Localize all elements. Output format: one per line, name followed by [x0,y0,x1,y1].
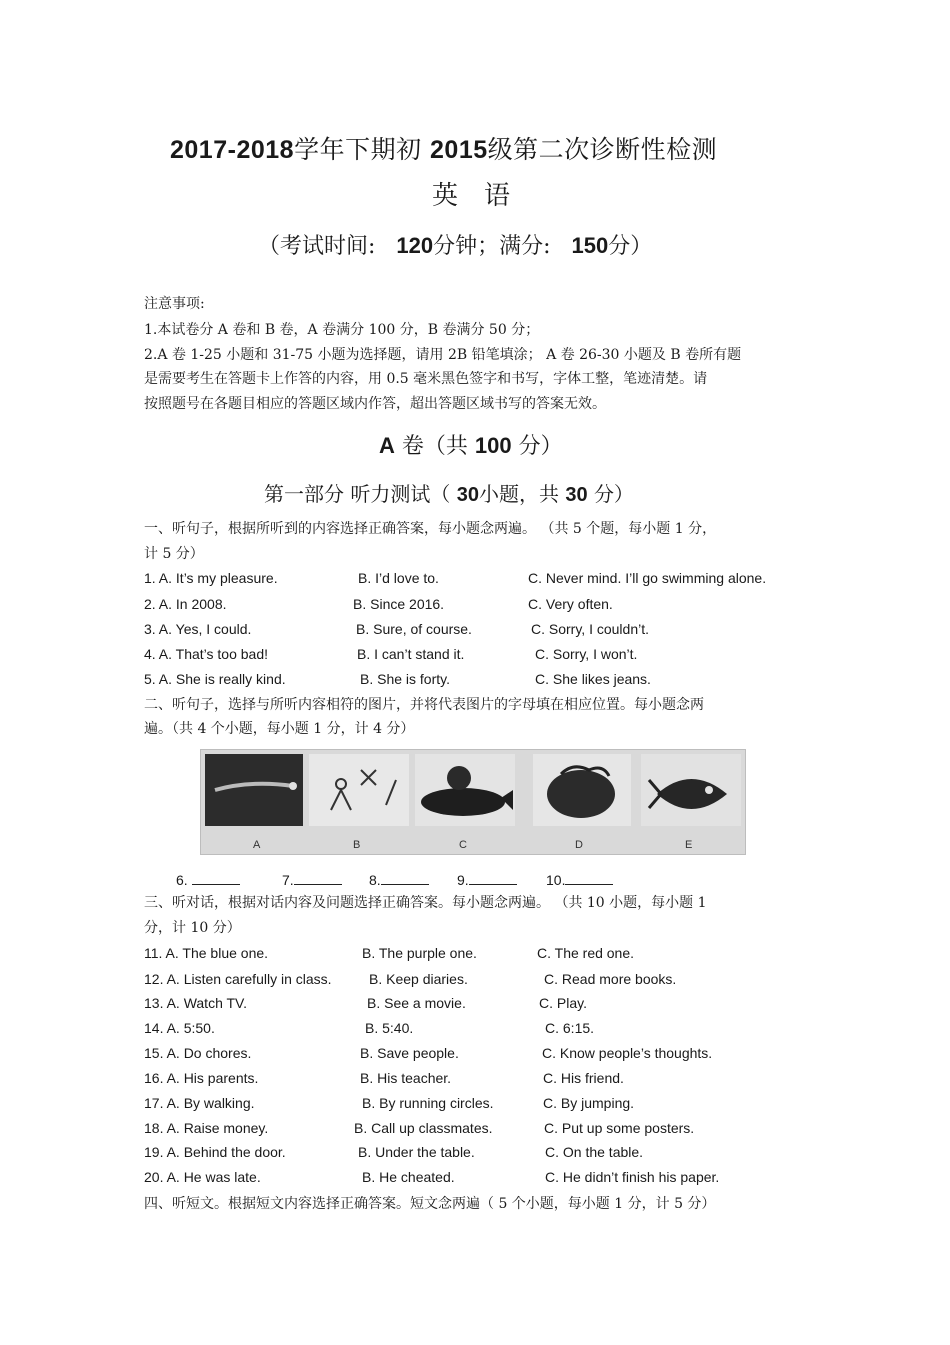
question-11-option-c: C. The red one. [537,945,635,961]
question-4-option-c: C. Sorry, I won’t. [535,646,638,662]
section-3-instructions: 三、听对话，根据对话内容及问题选择正确答案。每小题念两遍。 （共 10 小题，每小题 1 [144,895,707,911]
question-17-option-a: 17. A. By walking. [144,1095,255,1111]
question-12-option-a: 12. A. Listen carefully in class. [144,971,332,987]
answer-blank-6[interactable]: 6. [176,872,240,888]
picture-label-d: D [575,839,583,851]
section-2-instructions-cont: 遍。（共 4 个小题，每小题 1 分，计 4 分） [144,721,415,737]
question-20-option-b: B. He cheated. [362,1169,455,1185]
question-14-option-a: 14. A. 5:50. [144,1020,215,1036]
notes-line-1: 1.本试卷分 A 卷和 B 卷，A 卷满分 100 分，B 卷满分 50 分； [144,322,540,338]
section-1-instructions: 一、听句子，根据所听到的内容选择正确答案，每小题念两遍。 （共 5 个题，每小题 1 分， [144,521,717,537]
picture-b-image [309,754,409,826]
section-3-instructions-cont: 分，计 10 分） [144,920,241,936]
part-one-heading: 第一部分 听力测试（ 30小题，共 30 分） [264,482,634,506]
title-exam-name: 级第二次诊断性检测 [487,135,718,164]
question-1-option-c: C. Never mind. I’ll go swimming alone. [528,570,767,586]
question-5-option-a: 5. A. She is really kind. [144,671,286,687]
question-20-option-c: C. He didn’t finish his paper. [545,1169,720,1185]
section-4-instructions: 四、听短文。根据短文内容选择正确答案。短文念两遍（ 5 个小题，每小题 1 分，计 5 分） [144,1196,716,1212]
question-13-option-c: C. Play. [539,995,587,1011]
answer-blank-9[interactable]: 9. [457,872,517,888]
section-1-instructions-cont: 计 5 分） [144,546,204,562]
question-20-option-a: 20. A. He was late. [144,1169,261,1185]
question-4-option-a: 4. A. That’s too bad! [144,646,269,662]
question-18-option-a: 18. A. Raise money. [144,1120,269,1136]
question-4-option-b: B. I can’t stand it. [357,646,465,662]
question-12-option-b: B. Keep diaries. [369,971,468,987]
exam-time-info: （考试时间: 120分钟；满分: 150分） [258,233,653,259]
section-2-instructions: 二、听句子，选择与所听内容相符的图片，并将代表图片的字母填在相应位置。每小题念两 [144,697,704,713]
question-2-option-b: B. Since 2016. [353,596,445,612]
notes-heading: 注意事项: [144,296,205,312]
answer-blank-8[interactable]: 8. [369,872,429,888]
question-1-option-a: 1. A. It’s my pleasure. [144,570,278,586]
question-17-option-c: C. By jumping. [543,1095,635,1111]
question-17-option-b: B. By running circles. [362,1095,494,1111]
question-15-option-c: C. Know people’s thoughts. [542,1045,713,1061]
question-1-option-b: B. I’d love to. [358,570,439,586]
question-18-option-c: C. Put up some posters. [544,1120,695,1136]
question-19-option-a: 19. A. Behind the door. [144,1144,286,1160]
picture-label-e: E [685,839,693,851]
question-2-option-a: 2. A. In 2008. [144,596,227,612]
picture-label-b: B [353,839,361,851]
question-14-option-c: C. 6:15. [545,1020,595,1036]
answer-blank-10[interactable]: 10. [546,872,613,888]
question-5-option-b: B. She is forty. [360,671,450,687]
question-11-option-a: 11. A. The blue one. [144,945,269,961]
exam-title [170,130,717,166]
question-16-option-b: B. His teacher. [360,1070,452,1086]
question-15-option-a: 15. A. Do chores. [144,1045,252,1061]
question-16-option-c: C. His friend. [543,1070,624,1086]
notes-line-3: 是需要考生在答题卡上作答的内容，用 0.5 毫米黑色签字和书写，字体工整，笔迹清楚。请 [144,371,708,387]
title-term: 学年下期初 [294,135,422,164]
question-3-option-c: C. Sorry, I couldn’t. [531,621,650,637]
picture-label-c: C [459,839,467,851]
question-13-option-a: 13. A. Watch TV. [144,995,247,1011]
question-2-option-c: C. Very often. [528,596,613,612]
notes-line-2: 2.A 卷 1-25 小题和 31-75 小题为选择题，请用 2B 铅笔填涂； A 卷 26-30 小题及 B 卷所有题 [144,347,742,363]
question-15-option-b: B. Save people. [360,1045,459,1061]
picture-label-a: A [253,839,261,851]
subject-title: 英语 [432,181,537,211]
question-12-option-c: C. Read more books. [544,971,677,987]
answer-blank-7[interactable]: 7. [282,872,342,888]
question-16-option-a: 16. A. His parents. [144,1070,259,1086]
question-3-option-a: 3. A. Yes, I could. [144,621,252,637]
question-5-option-c: C. She likes jeans. [535,671,651,687]
question-3-option-b: B. Sure, of course. [356,621,472,637]
question-19-option-c: C. On the table. [545,1144,644,1160]
section-a-heading: A 卷（共 100 分） [379,433,563,459]
question-13-option-b: B. See a movie. [367,995,466,1011]
title-year: 2017-2018 [170,136,295,164]
question-19-option-b: B. Under the table. [358,1144,475,1160]
question-18-option-b: B. Call up classmates. [354,1120,493,1136]
question-11-option-b: B. The purple one. [362,945,477,961]
listening-pictures [200,749,746,855]
question-14-option-b: B. 5:40. [365,1020,414,1036]
notes-line-4: 按照题号在各题目相应的答题区域内作答，超出答题区域书写的答案无效。 [144,396,606,412]
title-grade: 2015 [430,136,488,164]
pictures-illustration [201,750,745,854]
